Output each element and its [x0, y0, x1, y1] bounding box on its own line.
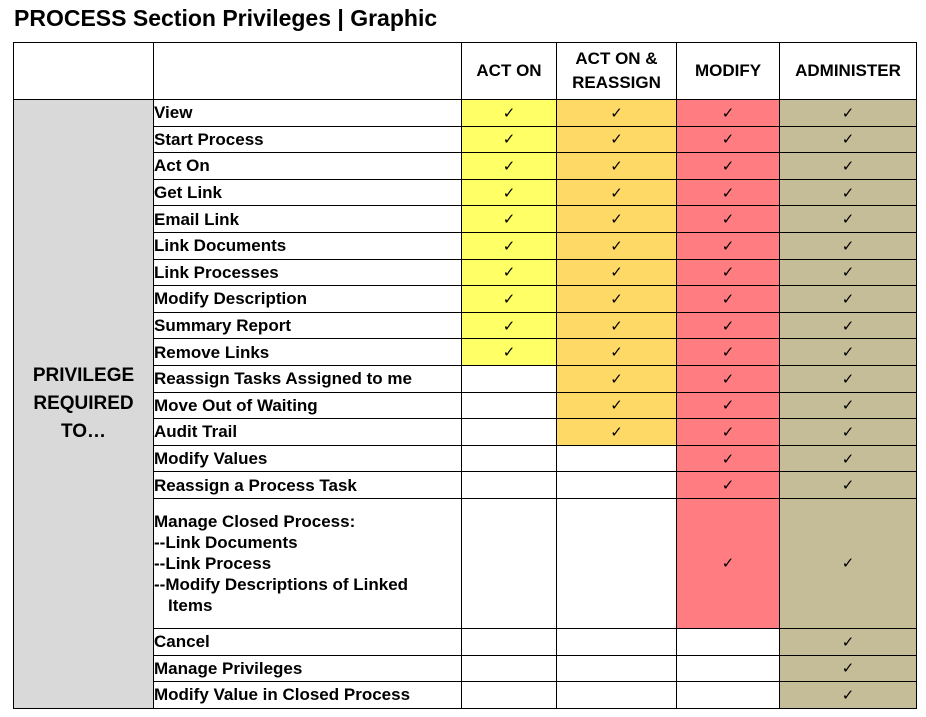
cell-act-on-reassign [557, 392, 677, 419]
column-header-act-on-reassign [557, 43, 677, 100]
checkmark-icon: ✓ [610, 103, 623, 122]
privilege-name-line: Remove Links [154, 342, 270, 362]
cell-administer [780, 498, 917, 628]
cell-act-on-reassign [557, 498, 677, 628]
checkmark-icon: ✓ [841, 289, 855, 308]
checkmark-icon: ✓ [721, 343, 735, 362]
cell-act-on-reassign [557, 419, 677, 446]
cell-administer [780, 682, 917, 709]
privilege-name-line: Modify Value in Closed Process [154, 685, 411, 705]
checkmark-icon: ✓ [721, 236, 735, 255]
checkmark-icon: ✓ [721, 396, 735, 415]
checkmark-icon: ✓ [721, 130, 735, 149]
checkmark-icon: ✓ [502, 103, 516, 122]
privilege-name-line: Get Link [154, 183, 223, 203]
cell-act-on-reassign [557, 312, 677, 339]
cell-act-on [462, 259, 557, 286]
checkmark-icon: ✓ [841, 659, 855, 678]
cell-act-on-reassign [557, 126, 677, 153]
cell-act-on-reassign [557, 259, 677, 286]
cell-act-on-reassign [557, 655, 677, 682]
cell-administer [780, 392, 917, 419]
checkmark-icon: ✓ [721, 210, 735, 229]
cell-act-on [462, 365, 557, 392]
privilege-name [154, 365, 462, 392]
cell-act-on [462, 126, 557, 153]
checkmark-icon: ✓ [721, 422, 735, 441]
checkmark-icon: ✓ [610, 263, 623, 282]
privilege-name [154, 628, 462, 655]
checkmark-icon: ✓ [610, 210, 623, 229]
checkmark-icon: ✓ [841, 156, 855, 175]
column-header-act-on [462, 43, 557, 100]
checkmark-icon: ✓ [841, 210, 855, 229]
column-header-line: ACT ON [476, 61, 542, 80]
table-row [14, 100, 917, 127]
privilege-name-line: Modify Values [154, 449, 268, 469]
cell-act-on-reassign [557, 232, 677, 259]
cell-act-on [462, 339, 557, 366]
checkmark-icon: ✓ [841, 236, 855, 255]
cell-administer [780, 179, 917, 206]
privilege-required-label [14, 100, 154, 709]
checkmark-icon: ✓ [610, 343, 623, 362]
cell-modify [677, 153, 780, 180]
privilege-name-line: Move Out of Waiting [154, 395, 318, 415]
cell-act-on [462, 392, 557, 419]
cell-act-on [462, 153, 557, 180]
column-header-modify [677, 43, 780, 100]
side-label-line: PRIVILEGE [32, 364, 135, 386]
privilege-name-line: Act On [154, 156, 210, 176]
checkmark-icon: ✓ [841, 396, 855, 415]
checkmark-icon: ✓ [502, 236, 516, 255]
privilege-name-line: Email Link [154, 209, 240, 229]
checkmark-icon: ✓ [841, 632, 855, 651]
checkmark-icon: ✓ [502, 343, 516, 362]
privilege-name-line: Link Processes [154, 262, 279, 282]
checkmark-icon: ✓ [610, 183, 623, 202]
cell-modify [677, 365, 780, 392]
checkmark-icon: ✓ [502, 183, 516, 202]
cell-administer [780, 153, 917, 180]
column-header-administer [780, 43, 917, 100]
privilege-name [154, 206, 462, 233]
privilege-name [154, 339, 462, 366]
cell-act-on [462, 312, 557, 339]
checkmark-icon: ✓ [841, 103, 855, 122]
checkmark-icon: ✓ [841, 476, 855, 495]
cell-act-on-reassign [557, 153, 677, 180]
cell-act-on [462, 100, 557, 127]
cell-act-on [462, 179, 557, 206]
privilege-name [154, 100, 462, 127]
privilege-name [154, 445, 462, 472]
cell-act-on [462, 472, 557, 499]
cell-modify [677, 472, 780, 499]
checkmark-icon: ✓ [721, 183, 735, 202]
cell-modify [677, 339, 780, 366]
privilege-name-line: --Modify Descriptions of Linked [154, 574, 409, 594]
checkmark-icon: ✓ [610, 130, 623, 149]
cell-act-on [462, 206, 557, 233]
privilege-name [154, 498, 462, 628]
checkmark-icon: ✓ [721, 369, 735, 388]
column-header-line: MODIFY [694, 61, 762, 80]
cell-act-on-reassign [557, 339, 677, 366]
cell-act-on [462, 628, 557, 655]
checkmark-icon: ✓ [841, 685, 855, 704]
privilege-name-line: --Link Process [154, 553, 272, 573]
checkmark-icon: ✓ [610, 236, 623, 255]
cell-act-on-reassign [557, 206, 677, 233]
privilege-name [154, 232, 462, 259]
page-title: PROCESS Section Privileges | Graphic [14, 5, 438, 31]
cell-administer [780, 126, 917, 153]
checkmark-icon: ✓ [610, 396, 623, 415]
checkmark-icon: ✓ [610, 422, 623, 441]
cell-administer [780, 628, 917, 655]
cell-modify [677, 179, 780, 206]
checkmark-icon: ✓ [610, 289, 623, 308]
privilege-name [154, 259, 462, 286]
checkmark-icon: ✓ [610, 369, 623, 388]
cell-administer [780, 445, 917, 472]
checkmark-icon: ✓ [610, 156, 623, 175]
privilege-name [154, 126, 462, 153]
privilege-name-line: Start Process [154, 129, 264, 149]
privilege-name-line: Modify Description [154, 289, 308, 309]
cell-modify [677, 445, 780, 472]
cell-modify [677, 392, 780, 419]
checkmark-icon: ✓ [502, 130, 516, 149]
checkmark-icon: ✓ [841, 554, 855, 573]
checkmark-icon: ✓ [502, 210, 516, 229]
privilege-name [154, 153, 462, 180]
cell-modify [677, 312, 780, 339]
checkmark-icon: ✓ [721, 156, 735, 175]
privilege-name-line: Manage Privileges [154, 658, 303, 678]
checkmark-icon: ✓ [610, 316, 623, 335]
privilege-name-line: Summary Report [154, 316, 291, 336]
cell-act-on [462, 232, 557, 259]
side-label-line: REQUIRED [33, 392, 134, 414]
checkmark-icon: ✓ [841, 316, 855, 335]
checkmark-icon: ✓ [841, 449, 855, 468]
cell-administer [780, 472, 917, 499]
checkmark-icon: ✓ [841, 422, 855, 441]
cell-act-on [462, 286, 557, 313]
cell-administer [780, 206, 917, 233]
cell-modify [677, 126, 780, 153]
cell-act-on-reassign [557, 445, 677, 472]
privilege-name [154, 472, 462, 499]
privilege-name-line: Cancel [154, 632, 210, 652]
privilege-name [154, 655, 462, 682]
cell-administer [780, 232, 917, 259]
cell-modify [677, 286, 780, 313]
checkmark-icon: ✓ [502, 316, 516, 335]
privilege-name [154, 179, 462, 206]
checkmark-icon: ✓ [721, 554, 735, 573]
cell-act-on-reassign [557, 472, 677, 499]
privilege-name-line: Manage Closed Process: [154, 511, 356, 531]
checkmark-icon: ✓ [841, 183, 855, 202]
cell-modify [677, 655, 780, 682]
cell-act-on [462, 445, 557, 472]
checkmark-icon: ✓ [841, 369, 855, 388]
checkmark-icon: ✓ [721, 476, 735, 495]
checkmark-icon: ✓ [721, 289, 735, 308]
cell-act-on-reassign [557, 682, 677, 709]
privilege-name-line: View [154, 103, 193, 123]
cell-act-on [462, 655, 557, 682]
privilege-name [154, 312, 462, 339]
header-blank [14, 43, 154, 100]
privilege-name-line: Audit Trail [154, 422, 238, 442]
privileges-table [13, 42, 917, 709]
cell-administer [780, 259, 917, 286]
privilege-name [154, 392, 462, 419]
checkmark-icon: ✓ [502, 289, 516, 308]
checkmark-icon: ✓ [841, 130, 855, 149]
header-row [14, 43, 917, 100]
privilege-name-line: Reassign Tasks Assigned to me [154, 369, 412, 389]
cell-administer [780, 286, 917, 313]
column-header-line: ADMINISTER [795, 61, 901, 80]
cell-modify [677, 628, 780, 655]
cell-administer [780, 339, 917, 366]
side-label-line: TO… [60, 420, 107, 442]
checkmark-icon: ✓ [502, 263, 516, 282]
cell-act-on [462, 419, 557, 446]
checkmark-icon: ✓ [721, 316, 735, 335]
privilege-name-line: Reassign a Process Task [154, 475, 357, 495]
cell-act-on [462, 682, 557, 709]
checkmark-icon: ✓ [841, 343, 855, 362]
checkmark-icon: ✓ [721, 449, 735, 468]
cell-administer [780, 100, 917, 127]
cell-modify [677, 206, 780, 233]
header-blank [154, 43, 462, 100]
cell-modify [677, 232, 780, 259]
cell-modify [677, 682, 780, 709]
cell-act-on-reassign [557, 628, 677, 655]
cell-act-on-reassign [557, 365, 677, 392]
cell-modify [677, 498, 780, 628]
cell-act-on-reassign [557, 179, 677, 206]
cell-administer [780, 655, 917, 682]
cell-administer [780, 312, 917, 339]
privileges-table-body [14, 100, 917, 709]
cell-administer [780, 419, 917, 446]
privilege-name-line: Items [168, 595, 213, 615]
checkmark-icon: ✓ [721, 263, 735, 282]
cell-administer [780, 365, 917, 392]
column-header-line: REASSIGN [572, 73, 661, 92]
privilege-name [154, 682, 462, 709]
checkmark-icon: ✓ [502, 156, 516, 175]
privilege-name [154, 419, 462, 446]
cell-act-on-reassign [557, 286, 677, 313]
privilege-name [154, 286, 462, 313]
checkmark-icon: ✓ [841, 263, 855, 282]
privilege-name-line: --Link Documents [154, 532, 298, 552]
cell-modify [677, 259, 780, 286]
cell-act-on [462, 498, 557, 628]
column-header-line: ACT ON & [575, 49, 658, 68]
privilege-name-line: Link Documents [154, 236, 287, 256]
cell-modify [677, 100, 780, 127]
cell-act-on-reassign [557, 100, 677, 127]
checkmark-icon: ✓ [721, 103, 735, 122]
cell-modify [677, 419, 780, 446]
